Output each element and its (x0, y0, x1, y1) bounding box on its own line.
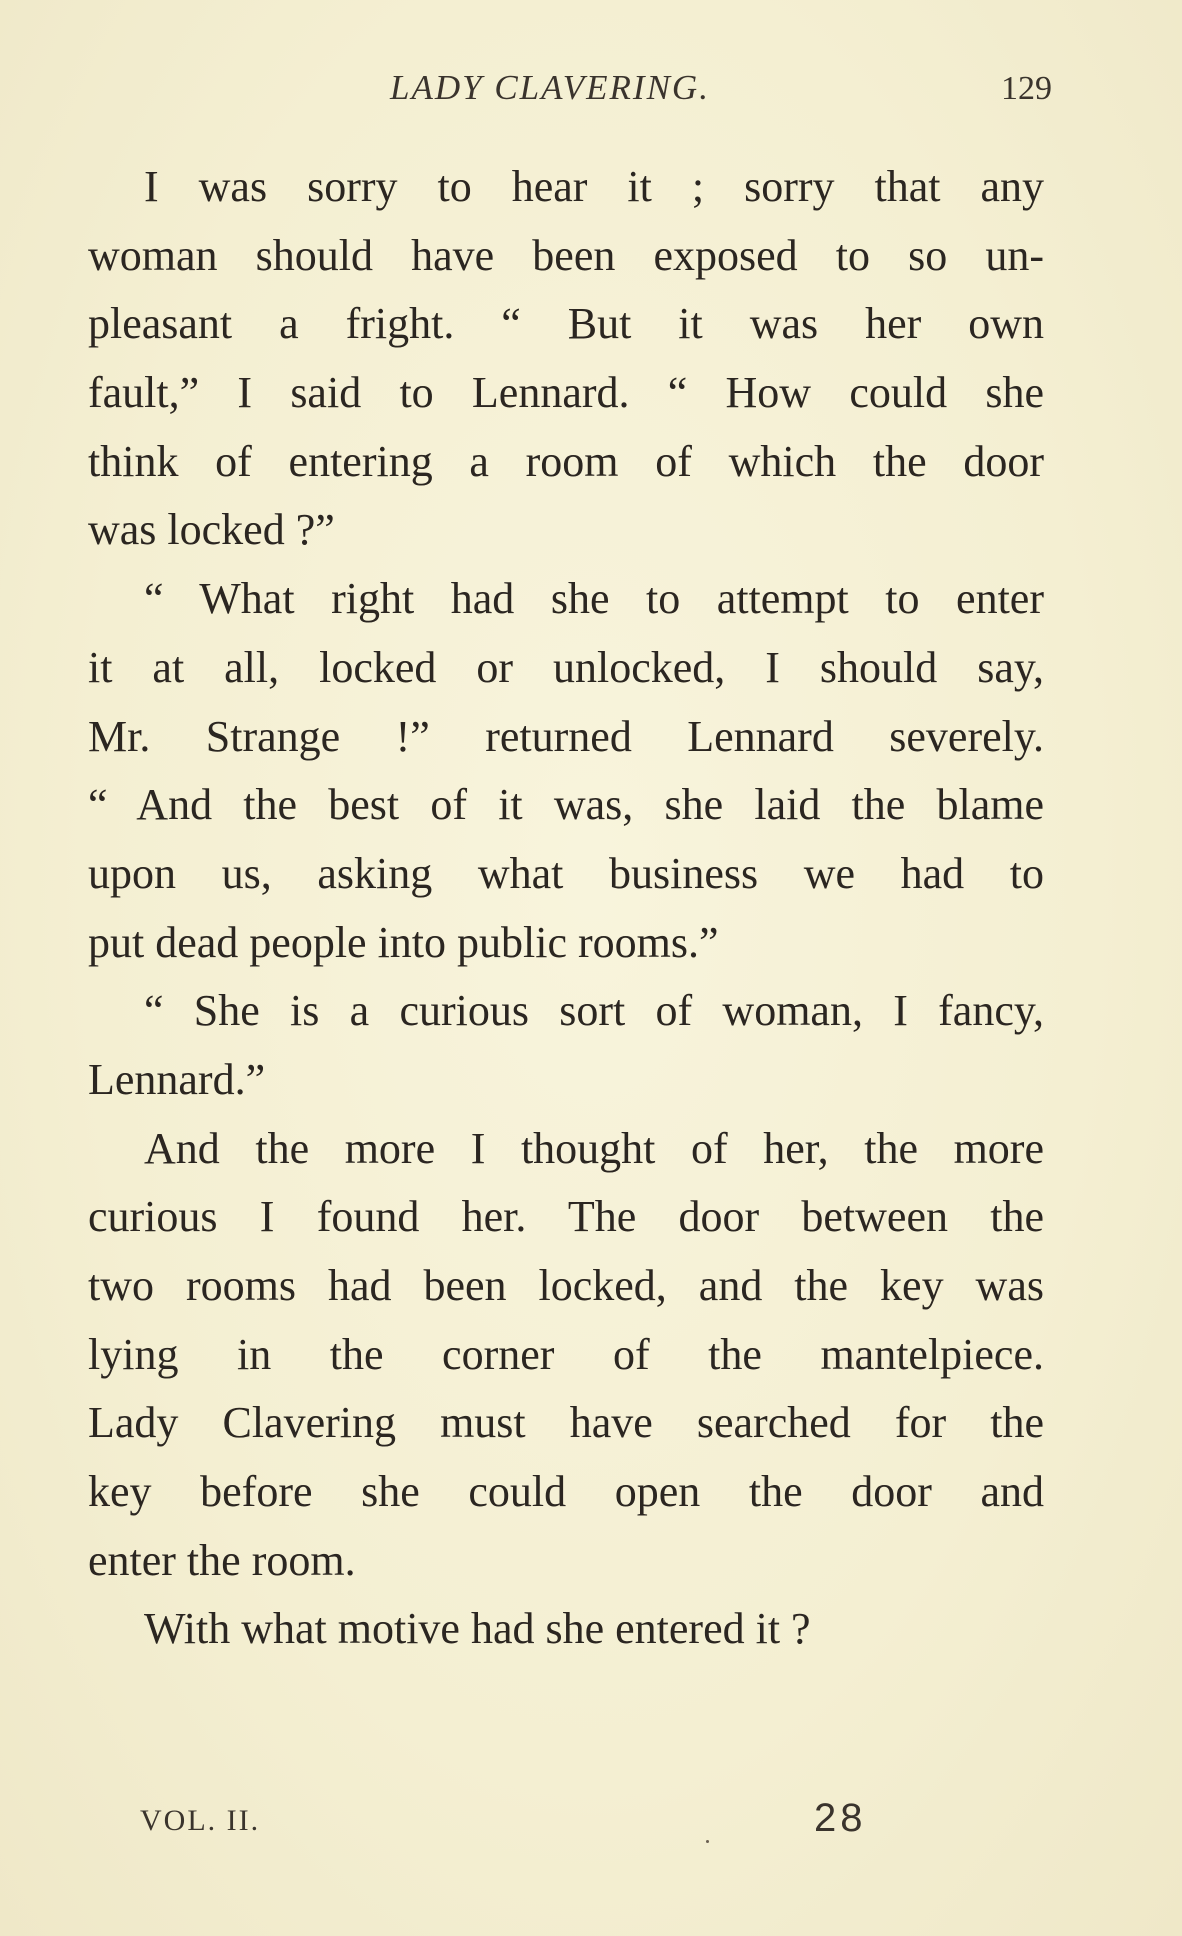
running-head (0, 68, 1182, 118)
volume-label: VOL. II. (140, 1804, 261, 1837)
paper-speck (706, 1840, 709, 1843)
text-line: pleasant a fright. “ But it was her own (88, 299, 1044, 349)
text-line: “ And the best of it was, she laid the blame (88, 780, 1044, 830)
text-line: upon us, asking what business we had to (88, 848, 1044, 898)
text-line: “ What right had she to attempt to enter (144, 574, 1044, 624)
text-line: Lady Clavering must have searched for the (88, 1398, 1044, 1448)
text-line: “ She is a curious sort of woman, I fancy, (144, 986, 1044, 1036)
text-line: think of entering a room of which the door (88, 436, 1044, 486)
running-title: LADY CLAVERING. (390, 68, 710, 107)
signature-mark: 28 (814, 1796, 867, 1840)
text-line: Mr. Strange !” returned Lennard severely. (88, 711, 1044, 761)
page-number: 129 (1001, 70, 1052, 107)
text-line: two rooms had been locked, and the key was (88, 1261, 1044, 1310)
page-footer (0, 1796, 1182, 1846)
body-text (88, 153, 1044, 1664)
text-line: enter the room. (88, 1535, 356, 1585)
text-line: And the more I thought of her, the more (144, 1123, 1044, 1173)
text-line: key before she could open the door and (88, 1467, 1044, 1517)
text-line: woman should have been exposed to so un- (88, 230, 1044, 280)
text-line: I was sorry to hear it ; sorry that any (144, 162, 1044, 211)
text-line: was locked ?” (88, 505, 335, 555)
text-line: lying in the corner of the mantelpiece. (88, 1329, 1044, 1379)
text-line: it at all, locked or unlocked, I should say, (88, 642, 1044, 692)
text-line: fault,” I said to Lennard. “ How could she (88, 368, 1044, 418)
text-line: curious I found her. The door between the (88, 1192, 1044, 1242)
text-line: Lennard.” (88, 1054, 266, 1104)
text-line: With what motive had she entered it ? (144, 1604, 811, 1654)
text-line: put dead people into public rooms.” (88, 917, 719, 967)
